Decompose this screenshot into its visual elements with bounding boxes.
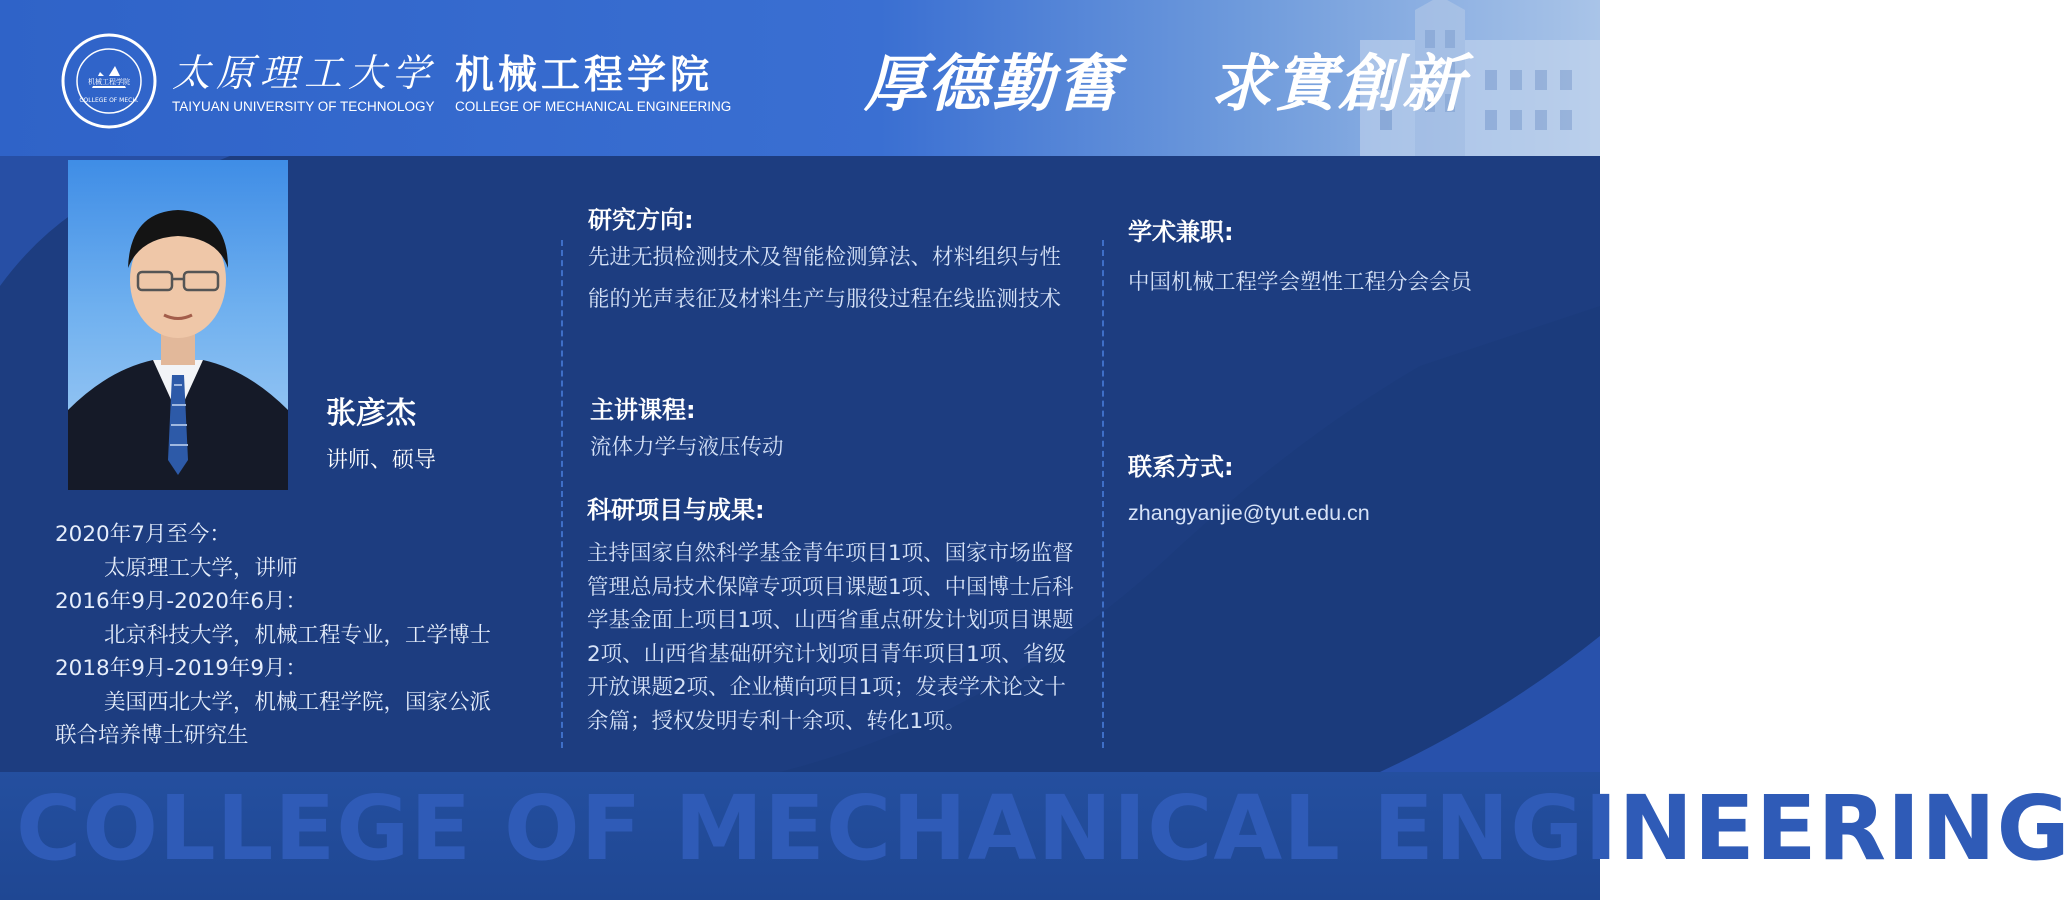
- college-name-cn: 机械工程学院: [455, 53, 714, 98]
- courses-heading: 主讲课程:: [590, 396, 696, 424]
- column-divider: [1102, 240, 1104, 748]
- university-name-en: TAIYUAN UNIVERSITY OF TECHNOLOGY: [172, 99, 435, 114]
- projects-text: 主持国家自然科学基金青年项目1项、国家市场监督管理总局技术保障专项项目课题1项、中国博士后科学基金面上项目1项、山西省重点研发计划项目课题2项、山西省基础研究计划项目青年项目1项、省级开放课题2项、企业横向项目1项；发表学术论文十余篇；授权发明专利十余项、转化1项。: [587, 541, 1074, 734]
- svg-text:COLLEGE OF MECH.: COLLEGE OF MECH.: [79, 97, 139, 104]
- portrait-figure-icon: [68, 160, 288, 490]
- projects-heading: 科研项目与成果:: [587, 496, 765, 524]
- career-line: 北京科技大学，机械工程专业，工学博士: [104, 622, 492, 648]
- column-divider: [561, 240, 563, 748]
- career-line: 2020年7月至今：: [55, 522, 231, 547]
- portrait-photo: [68, 160, 288, 490]
- header-banner: [0, 0, 1600, 158]
- academic-text: 中国机械工程学会塑性工程分会会员: [1128, 270, 1473, 295]
- person-name: 张彦杰: [326, 396, 416, 431]
- footer-watermark: COLLEGE OF MECHANICAL ENGINEERING: [16, 776, 2071, 880]
- career-history: [55, 518, 545, 753]
- career-line: 美国西北大学，机械工程学院，国家公派: [104, 689, 492, 715]
- career-line: 2016年9月-2020年6月：: [55, 589, 308, 614]
- career-line: 联合培养博士研究生: [55, 723, 249, 748]
- motto-left: 厚德勤奮: [864, 47, 1121, 120]
- motto-right: 求實創新: [1210, 47, 1467, 120]
- contact-email: zhangyanjie@tyut.edu.cn: [1128, 501, 1370, 525]
- research-text: 先进无损检测技术及智能检测算法、材料组织与性能的光声表征及材料生产与服役过程在线监测技术: [588, 245, 1062, 312]
- contact-heading: 联系方式:: [1128, 453, 1234, 481]
- university-name-cn: 太原理工大学: [172, 51, 437, 95]
- career-line: 太原理工大学，讲师: [104, 555, 298, 581]
- university-seal-logo: [60, 32, 158, 130]
- svg-text:机械工程学院: 机械工程学院: [88, 78, 130, 86]
- courses-text: 流体力学与液压传动: [590, 435, 784, 460]
- career-line: 2018年9月-2019年9月：: [55, 656, 308, 681]
- person-title: 讲师、硕导: [326, 448, 437, 473]
- research-heading: 研究方向:: [588, 206, 694, 234]
- college-name-en: COLLEGE OF MECHANICAL ENGINEERING: [455, 99, 732, 114]
- academic-heading: 学术兼职:: [1128, 218, 1234, 246]
